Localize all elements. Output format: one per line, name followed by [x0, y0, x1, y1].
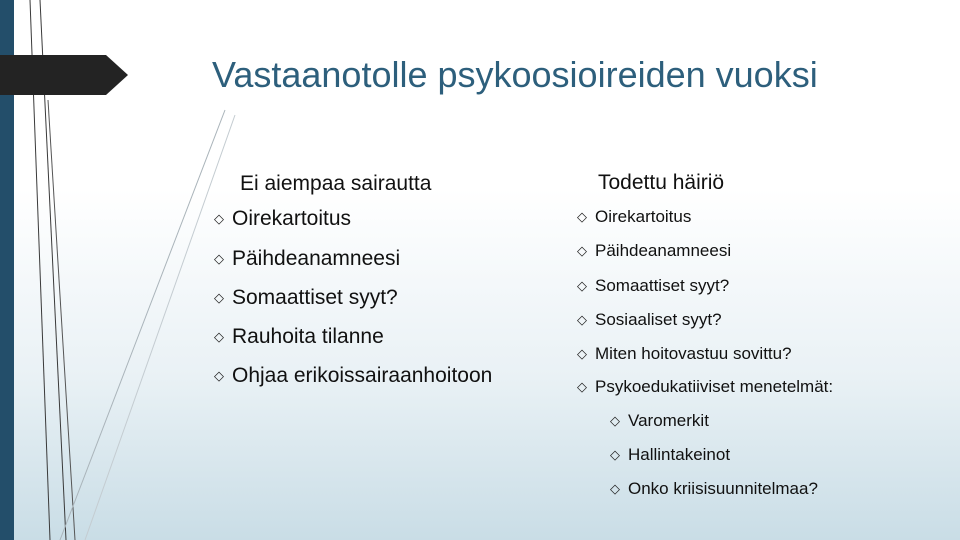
- diamond-bullet-icon: ◇: [577, 346, 587, 361]
- diamond-bullet-icon: ◇: [577, 379, 587, 394]
- diamond-bullet-icon: ◇: [577, 243, 587, 258]
- diamond-bullet-icon: ◇: [577, 209, 587, 224]
- diamond-bullet-icon: ◇: [214, 329, 224, 344]
- list-item: [214, 325, 384, 349]
- list-item: [214, 247, 400, 271]
- sub-list-item-text: Varomerkit: [628, 411, 709, 430]
- list-item-text: Psykoedukatiiviset menetelmät:: [595, 377, 834, 396]
- list-item-text: Rauhoita tilanne: [232, 325, 384, 348]
- diamond-bullet-icon: ◇: [610, 413, 620, 428]
- list-item: [577, 276, 729, 296]
- list-item-text: Sosiaaliset syyt?: [595, 310, 722, 329]
- list-item-text: Päihdeanamneesi: [595, 241, 732, 260]
- sub-list-item-text: Onko kriisisuunnitelmaa?: [628, 479, 818, 498]
- sub-list-item: [610, 479, 818, 499]
- list-item-text: Miten hoitovastuu sovittu?: [595, 344, 792, 363]
- sub-list-item: [610, 411, 709, 431]
- list-item: [214, 207, 351, 231]
- diamond-bullet-icon: ◇: [577, 278, 587, 293]
- list-item-text: Ohjaa erikoissairaanhoitoon: [232, 364, 493, 387]
- list-item-text: Oirekartoitus: [595, 207, 692, 226]
- list-item: [214, 364, 492, 388]
- list-item: [577, 377, 833, 397]
- diamond-bullet-icon: ◇: [610, 447, 620, 462]
- list-item-text: Päihdeanamneesi: [232, 247, 401, 270]
- right-column-heading: Todettu häiriö: [598, 171, 725, 194]
- list-item: [577, 344, 792, 364]
- left-column-heading: Ei aiempaa sairautta: [240, 172, 432, 195]
- title-tab-arrow: [0, 55, 128, 95]
- list-item: [214, 286, 398, 310]
- sub-list-item-text: Hallintakeinot: [628, 445, 731, 464]
- list-item: [577, 241, 731, 261]
- sub-list-item: [610, 445, 730, 465]
- list-item: [577, 207, 691, 227]
- slide-title: Vastaanotolle psykoosioireiden vuoksi: [212, 54, 818, 95]
- list-item: [577, 310, 722, 330]
- list-item-text: Oirekartoitus: [232, 207, 352, 230]
- list-item-text: Somaattiset syyt?: [595, 276, 730, 295]
- diamond-bullet-icon: ◇: [214, 290, 224, 305]
- diamond-bullet-icon: ◇: [214, 368, 224, 383]
- diamond-bullet-icon: ◇: [214, 251, 224, 266]
- list-item-text: Somaattiset syyt?: [232, 286, 398, 309]
- diamond-bullet-icon: ◇: [577, 312, 587, 327]
- diamond-bullet-icon: ◇: [610, 481, 620, 496]
- diamond-bullet-icon: ◇: [214, 211, 224, 226]
